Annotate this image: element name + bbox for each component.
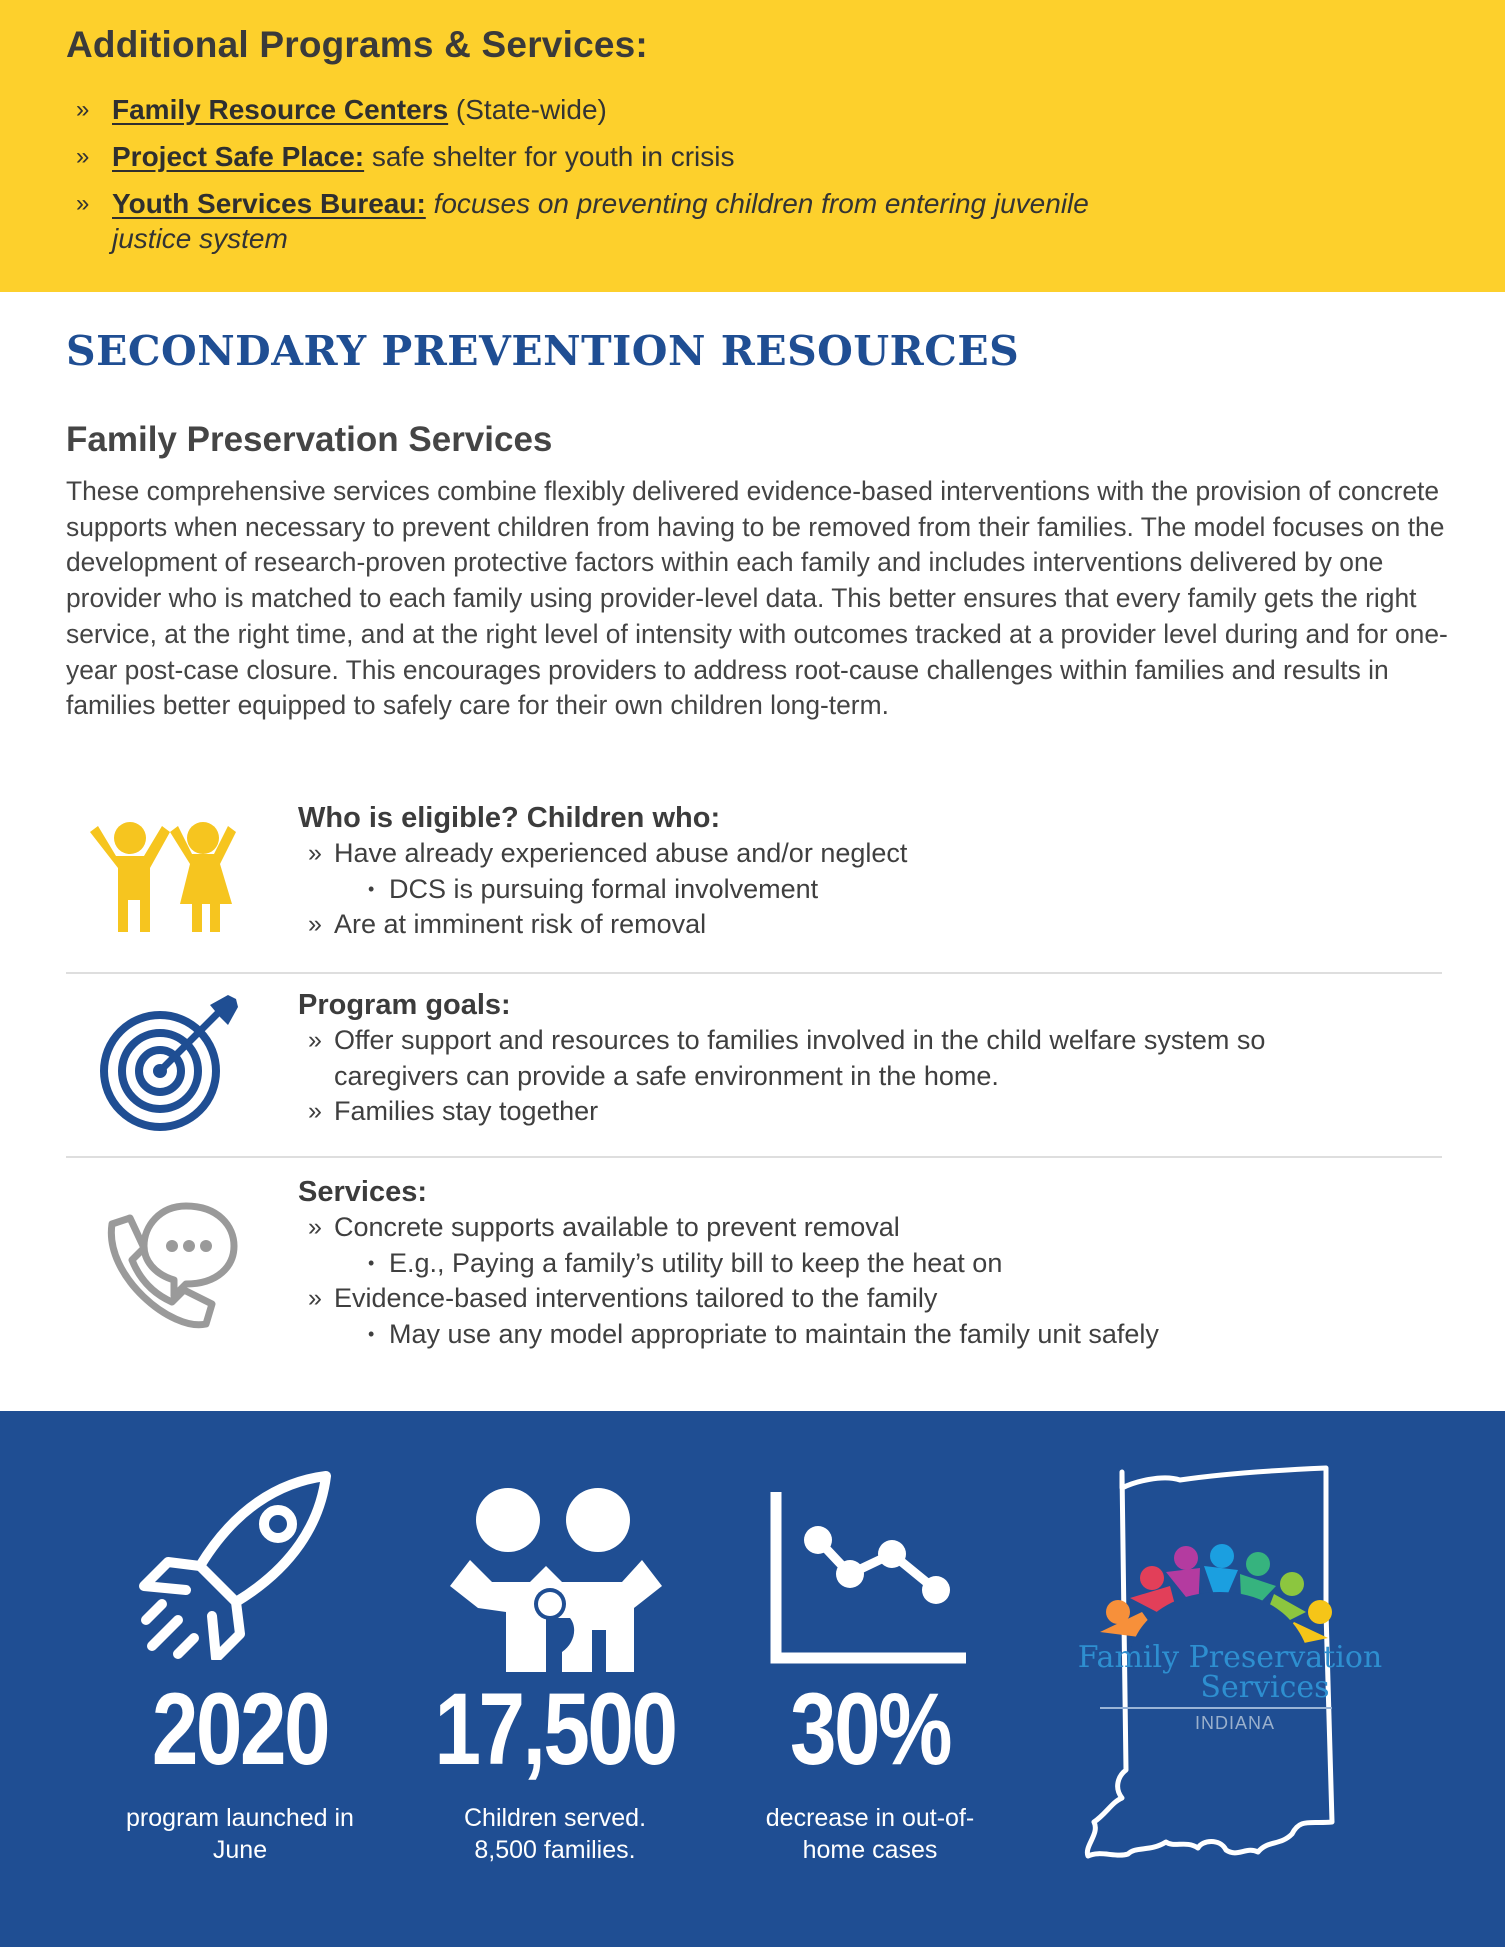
list-item: [298, 1023, 1348, 1094]
list-item-text: (State-wide): [448, 94, 607, 125]
chevron-bullet: »: [308, 1213, 322, 1241]
list-item-text: Evidence-based interventions tailored to the family: [334, 1283, 938, 1313]
list-item: [298, 907, 1448, 943]
stat-children-served: [400, 1672, 710, 1866]
chevron-bullet: »: [308, 910, 322, 938]
chevron-bullet: »: [308, 1026, 322, 1054]
stat-caption: Children served. 8,500 families.: [463, 1804, 647, 1864]
dot-bullet: •: [368, 1252, 375, 1273]
stat-caption: decrease in out-of-home cases: [765, 1804, 975, 1864]
youth-services-bureau-link[interactable]: Youth Services Bureau:: [112, 188, 426, 219]
list-item: [298, 1281, 1448, 1317]
decline-chart-icon: [770, 1488, 970, 1664]
divider: [66, 972, 1442, 974]
chevron-bullet: »: [308, 839, 322, 867]
goals-row: [66, 987, 1442, 1137]
chevron-bullet: »: [76, 190, 90, 217]
list-item: [298, 836, 1448, 872]
phone-chat-icon: [82, 1196, 252, 1346]
stat-caption: program launched in June: [126, 1804, 354, 1864]
intro-paragraph: These comprehensive services combine flexibly delivered evidence-based interventions with the provision of concrete supports when necessary to prevent children from having to be removed from their families. The model focuses on the development of research-proven protective factors within each family and includes interventions delivered by one provider who is matched to each family using provider-level data. This better ensures that every family gets the right service, at the right time, and at the right level of intensity with outcomes tracked at a provider level during and for one-year post-case closure. This encourages providers to address root-cause challenges within families and results in families better equipped to safely care for their own children long-term.: [66, 476, 1448, 721]
list-item: [298, 1246, 1448, 1282]
chevron-bullet: »: [308, 1097, 322, 1125]
project-safe-place-link[interactable]: Project Safe Place:: [112, 141, 365, 172]
list-item-text: Have already experienced abuse and/or neglect: [334, 838, 908, 868]
divider: [66, 1156, 1442, 1158]
target-icon: [82, 991, 252, 1141]
list-item: [298, 872, 1448, 908]
list-item-text: Concrete supports available to prevent removal: [334, 1212, 900, 1242]
additional-programs-band: [0, 0, 1505, 292]
eligibility-row: [66, 800, 1442, 950]
list-item: [74, 186, 1114, 256]
list-item-text: safe shelter for youth in crisis: [364, 141, 735, 172]
list-item-text: Families stay together: [334, 1096, 599, 1126]
chevron-bullet: »: [308, 1284, 322, 1312]
children-icon: [82, 820, 252, 940]
goals-heading: Program goals:: [298, 989, 511, 1021]
eligibility-heading: Who is eligible? Children who:: [298, 802, 721, 834]
section-title: SECONDARY PREVENTION RESOURCES: [66, 327, 1020, 375]
stat-value: 30%: [789, 1672, 951, 1786]
stat-value: 17,500: [434, 1672, 676, 1786]
list-item-text: E.g., Paying a family’s utility bill to keep the heat on: [389, 1247, 1003, 1278]
stat-launch-year: [100, 1672, 380, 1866]
dot-bullet: •: [368, 1323, 375, 1344]
list-item: [298, 1094, 1448, 1130]
chevron-bullet: »: [76, 96, 90, 123]
services-text: [298, 1174, 1448, 1352]
stat-value: 2020: [151, 1672, 329, 1786]
family-icon: [446, 1482, 666, 1672]
list-item-text: focuses on preventing children from entering juvenile justice system: [112, 188, 1089, 254]
chevron-bullet: »: [76, 143, 90, 170]
list-item-text: DCS is pursuing formal involvement: [389, 873, 819, 904]
family-resource-centers-link[interactable]: Family Resource Centers: [112, 94, 449, 125]
dot-bullet: •: [368, 878, 375, 899]
stat-decrease: [730, 1672, 1010, 1866]
logo-state-label: INDIANA: [1194, 1713, 1275, 1733]
list-item-text: May use any model appropriate to maintain the family unit safely: [389, 1318, 1159, 1349]
list-item: [298, 1210, 1448, 1246]
list-item-text: Offer support and resources to families involved in the child welfare system so caregivers can provide a safe environment in the home.: [334, 1025, 1266, 1091]
logo-divider: [1100, 1707, 1332, 1709]
eligibility-text: [298, 800, 1448, 943]
rocket-icon: [138, 1470, 338, 1660]
additional-programs-title: Additional Programs & Services:: [66, 24, 648, 65]
list-item: [74, 92, 1174, 127]
list-item: [298, 1317, 1448, 1353]
additional-programs-list: [74, 92, 1174, 268]
subsection-title: Family Preservation Services: [66, 420, 553, 459]
goals-text: [298, 987, 1448, 1130]
logo-title-line1: Family Preservation: [1077, 1640, 1383, 1675]
logo-title-line2: Services: [1200, 1670, 1330, 1705]
services-heading: Services:: [298, 1176, 427, 1208]
list-item-text: Are at imminent risk of removal: [334, 909, 707, 939]
list-item: [74, 139, 1174, 174]
services-row: [66, 1174, 1442, 1354]
